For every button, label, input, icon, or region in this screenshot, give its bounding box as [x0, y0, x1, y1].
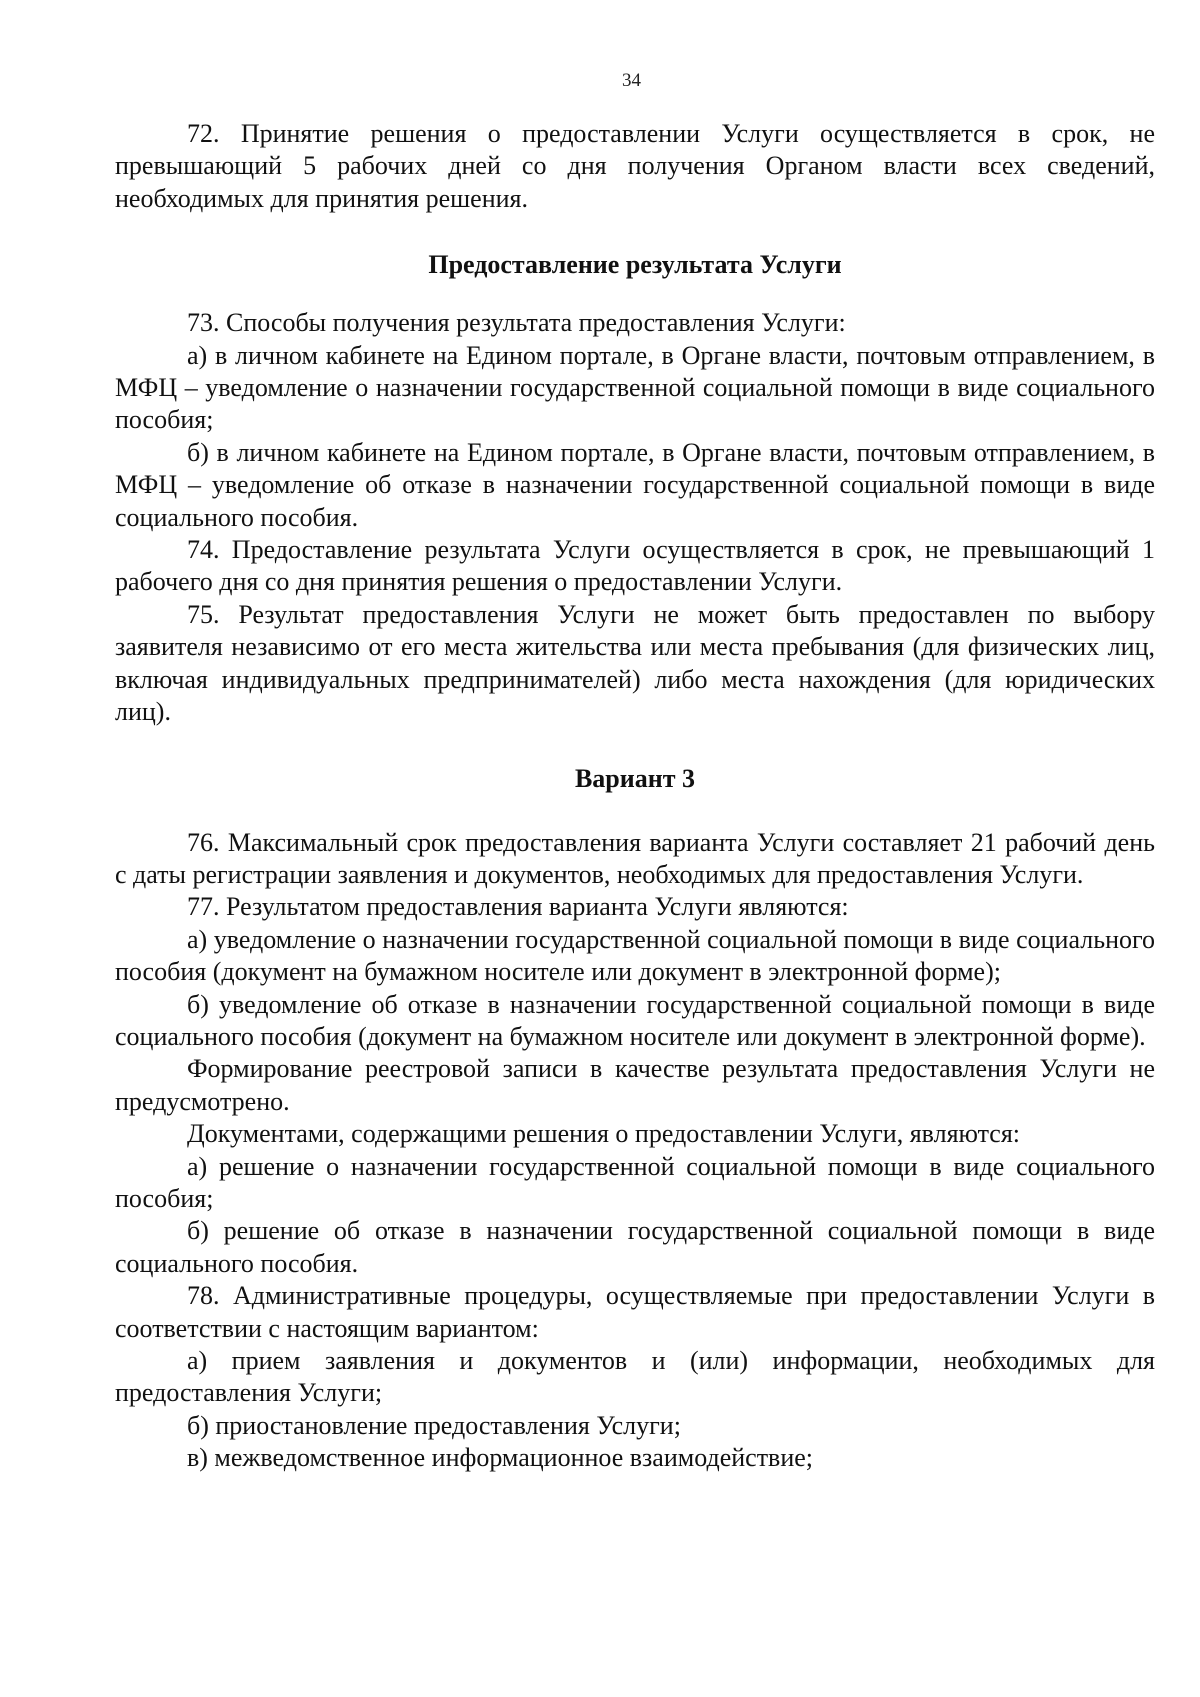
paragraph: Документами, содержащими решения о предоставлении Услуги, являются: [187, 1119, 1021, 1149]
paragraph: 74. Предоставление результата Услуги осуществляется в срок, не превышающий 1 рабочего дня со дня принятия решения о предоставлении Услуги. [115, 535, 1155, 597]
paragraph: 78. Административные процедуры, осуществляемые при предоставлении Услуги в соответствии с настоящим вариантом: [115, 1281, 1155, 1343]
page-number: 34 [622, 70, 641, 91]
paragraph: Формирование реестровой записи в качестве результата предоставления Услуги не предусмотрено. [115, 1054, 1155, 1116]
paragraph: 76. Максимальный срок предоставления варианта Услуги составляет 21 рабочий день с даты регистрации заявления и документов, необходимых для предоставления Услуги. [115, 827, 1155, 889]
paragraph: а) решение о назначении государственной социальной помощи в виде социального пособия; [115, 1151, 1155, 1213]
document-body [115, 118, 1155, 1475]
section-heading-variant: Вариант 3 [574, 763, 696, 793]
paragraph: б) уведомление об отказе в назначении государственной социальной помощи в виде социального пособия (документ на бумажном носителе или документ в электронной форме). [115, 989, 1155, 1051]
paragraph: в) межведомственное информационное взаимодействие; [187, 1443, 814, 1473]
paragraph: а) уведомление о назначении государственной социальной помощи в виде социального пособия (документ на бумажном носителе или документ в электронной форме); [115, 924, 1155, 987]
paragraph: 77. Результатом предоставления варианта Услуги являются: [187, 892, 849, 922]
paragraph: 72. Принятие решения о предоставлении Услуги осуществляется в срок, не превышающий 5 рабочих дней со дня получения Органом власти всех сведений, необходимых для принятия решения. [115, 119, 1155, 213]
paragraph: а) прием заявления и документов и (или) информации, необходимых для предоставления Услуги; [115, 1346, 1155, 1408]
paragraph: б) решение об отказе в назначении государственной социальной помощи в виде социального пособия. [115, 1216, 1155, 1278]
paragraph: а) в личном кабинете на Едином портале, в Органе власти, почтовым отправлением, в МФЦ – уведомление о назначении государственной социальной помощи в виде социального пособия; [115, 340, 1155, 435]
paragraph: 75. Результат предоставления Услуги не может быть предоставлен по выбору заявителя независимо от его места жительства или места пребывания (для физических лиц, включая индивидуальных предпринимателей) либо места нахождения (для юридических лиц). [115, 599, 1155, 727]
paragraph: 73. Способы получения результата предоставления Услуги: [187, 308, 846, 338]
paragraph: б) в личном кабинете на Едином портале, в Органе власти, почтовым отправлением, в МФЦ – уведомление об отказе в назначении государственной социальной помощи в виде социального пособия. [115, 437, 1155, 532]
paragraph: б) приостановление предоставления Услуги; [187, 1410, 681, 1440]
section-heading-result: Предоставление результата Услуги [428, 250, 842, 280]
